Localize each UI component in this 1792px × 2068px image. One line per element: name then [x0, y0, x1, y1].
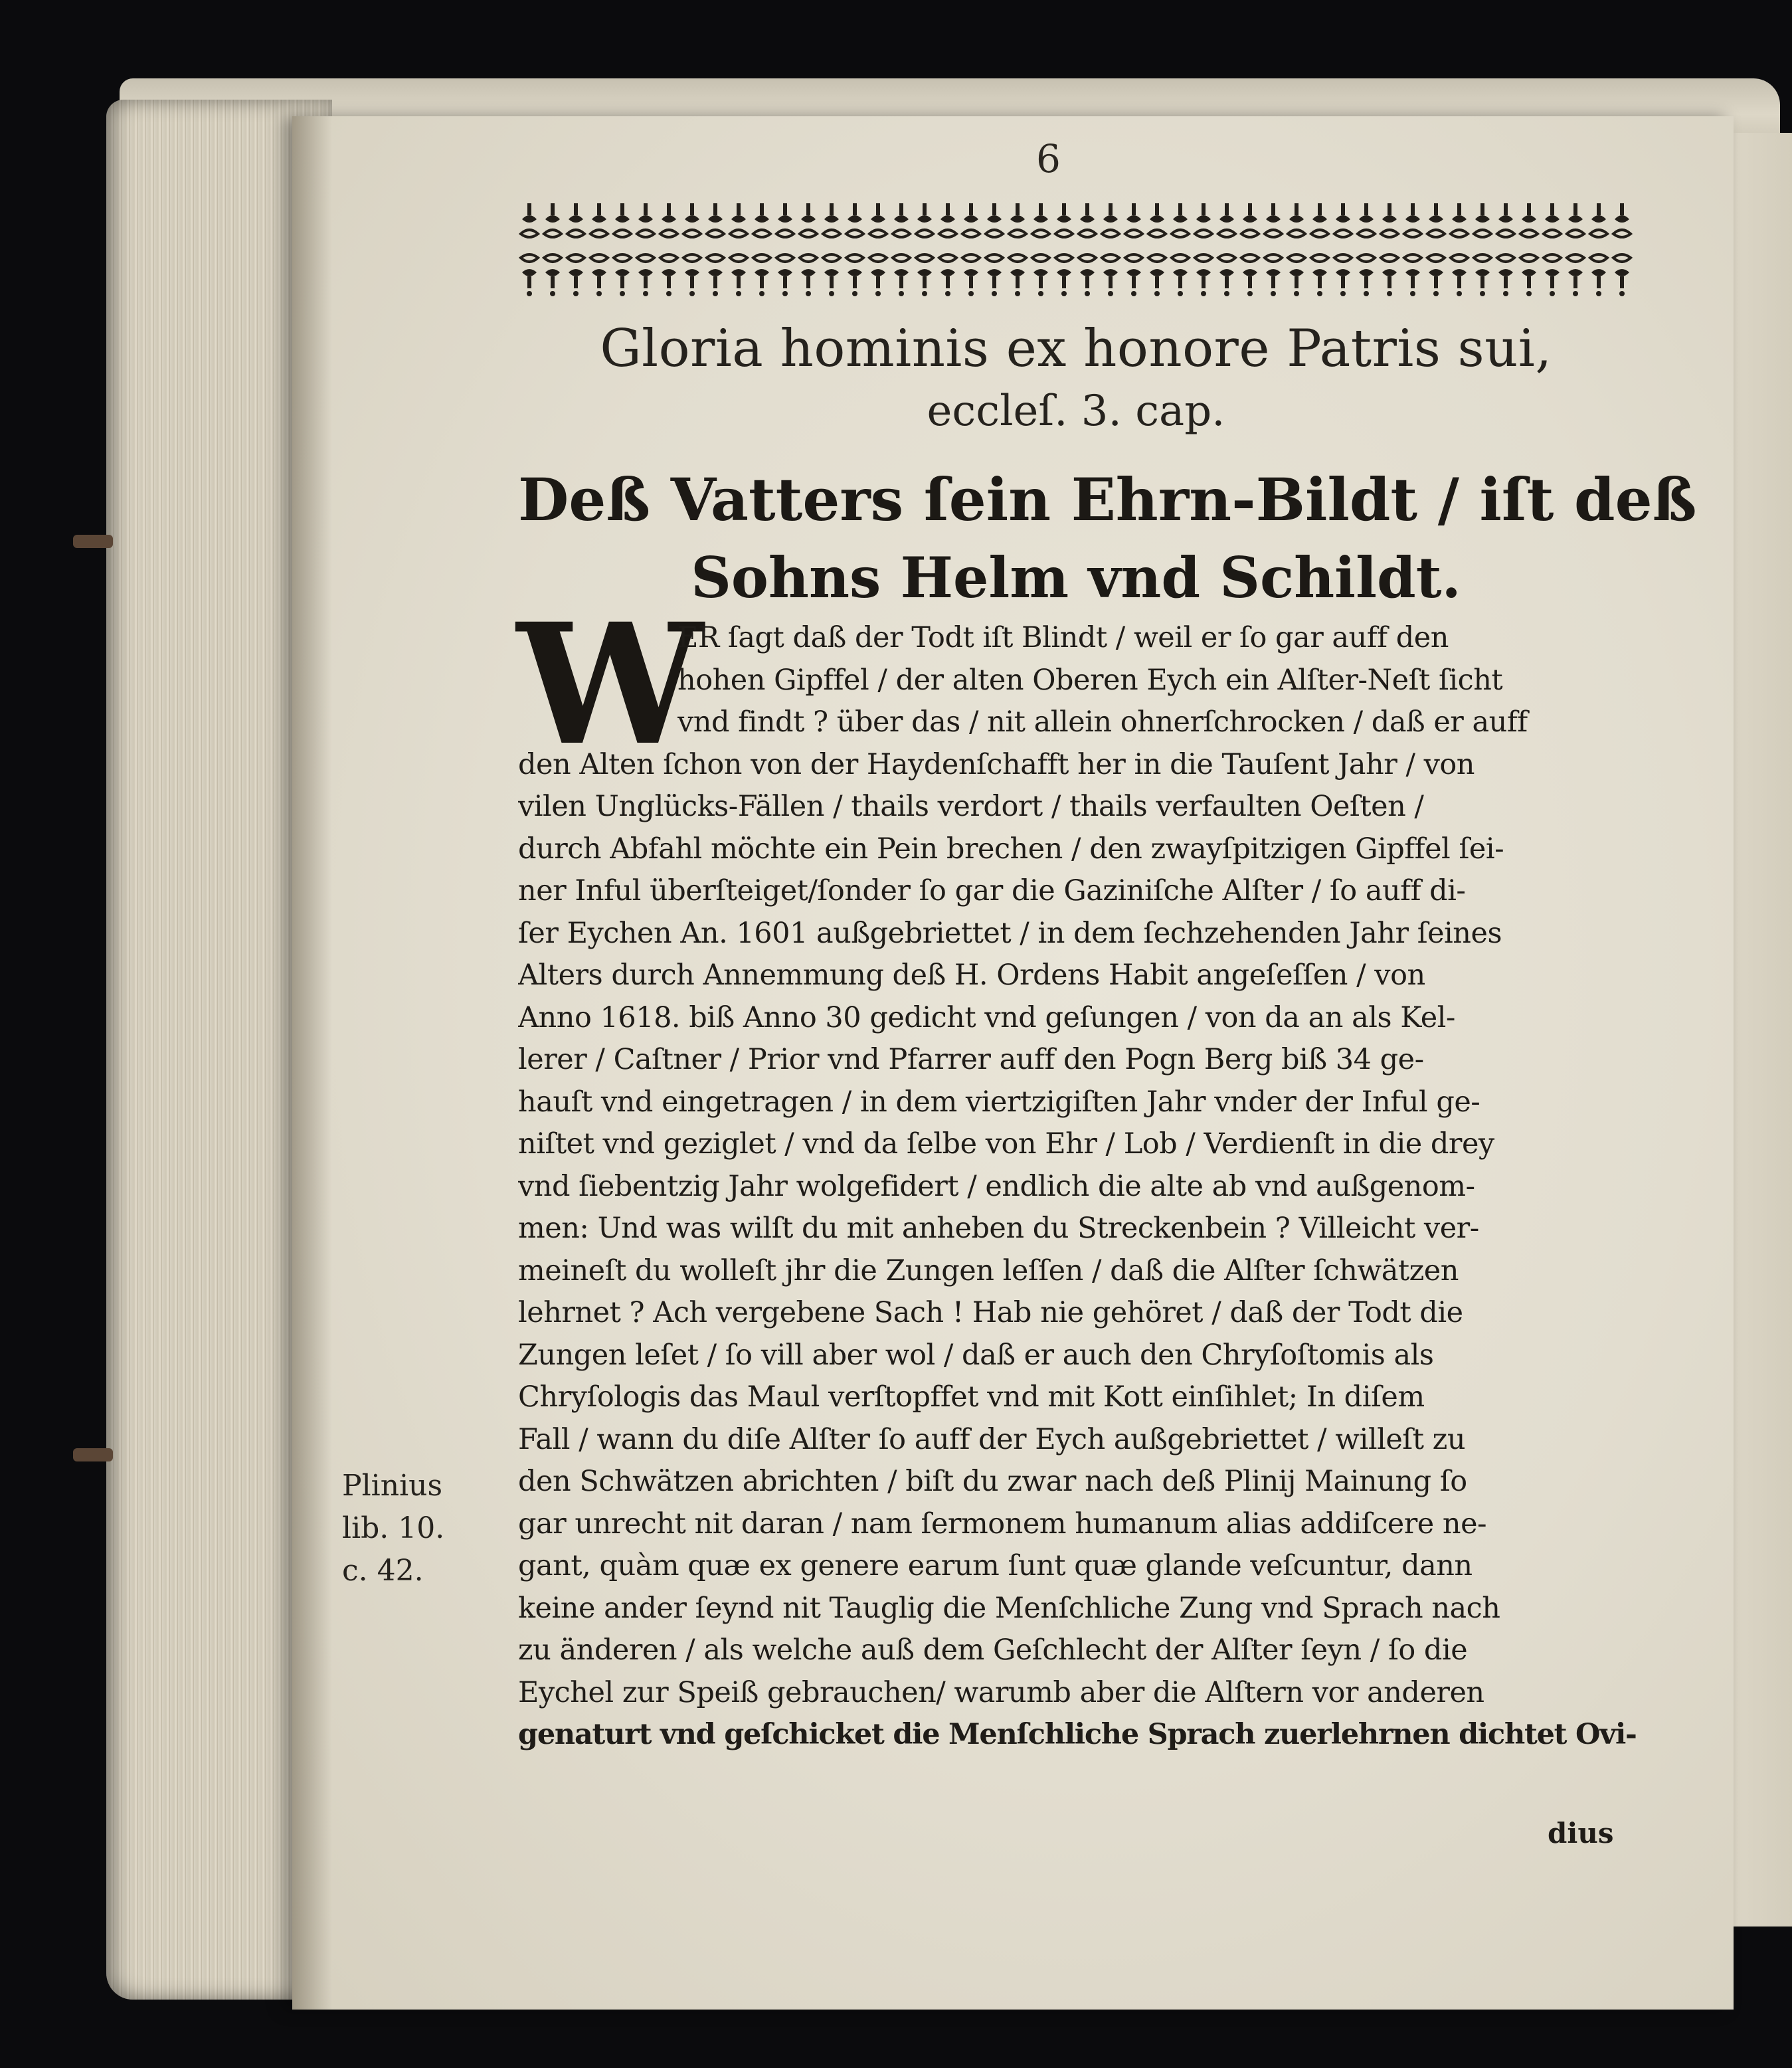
body-line: hauſt vnd eingetragen / in dem viertzigiſten Jahr vnder der Inful ge-	[518, 1085, 1480, 1119]
margin-note-line: c. 42.	[342, 1554, 424, 1588]
body-line: hohen Gipffel / der alten Oberen Eych ein Alſter-Neſt ſicht	[677, 663, 1503, 697]
clasp-upper	[73, 535, 113, 548]
ornament-border	[518, 199, 1634, 306]
drop-cap-initial: W	[517, 587, 703, 782]
body-line: Eychel zur Speiß gebrauchen/ warumb aber die Alſtern vor anderen	[518, 1675, 1484, 1709]
body-line: niſtet vnd geziglet / vnd da ſelbe von Ehr / Lob / Verdienſt in die drey	[518, 1127, 1494, 1161]
body-line: Anno 1618. biß Anno 30 gedicht vnd geſungen / von da an als Kel-	[518, 1000, 1455, 1034]
body-line: keine ander ſeynd nit Tauglig die Menſchliche Zung vnd Sprach nach	[518, 1591, 1500, 1625]
body-line: ſer Eychen An. 1601 außgebriettet / in dem ſechzehenden Jahr ſeines	[518, 916, 1502, 950]
body-line: Alters durch Annemmung deß H. Ordens Habit angeſeſſen / von	[518, 959, 1425, 992]
body-line: Fall / wann du diſe Alſter ſo auff der Eych außgebriettet / willeſt zu	[518, 1422, 1466, 1456]
body-line: ER ſagt daß der Todt iſt Blindt / weil er ſo gar auff den	[677, 621, 1449, 654]
ornament-row	[521, 203, 1631, 296]
body-line: meineſt du wolleſt jhr die Zungen leſſen / daß die Alſter ſchwätzen	[518, 1254, 1459, 1287]
body-line: lehrnet ? Ach vergebene Sach ! Hab nie gehöret / daß der Todt die	[518, 1296, 1463, 1329]
body-line: men: Und was wilſt du mit anheben du Streckenbein ? Villeicht ver-	[518, 1212, 1479, 1245]
body-line: genaturt vnd geſchicket die Menſchliche Sprach zuerlehrnen dichtet Ovi-	[518, 1718, 1637, 1751]
body-line: gar unrecht nit daran / nam ſermonem humanum alias addiſcere ne-	[518, 1507, 1487, 1541]
body-line: ner Inful überſteiget/ſonder ſo gar die Gaziniſche Alſter / ſo auff di-	[518, 874, 1466, 907]
body-line: Chryſologis das Maul verſtopffet vnd mit Kott einſihlet; In diſem	[518, 1380, 1425, 1414]
body-line: vnd findt ? über das / nit allein ohnerſchrocken / daß er auff	[677, 705, 1528, 739]
margin-note	[342, 1465, 501, 1592]
page-number: 6	[1036, 136, 1061, 181]
gutter-shadow	[292, 116, 332, 2010]
section-heading-line-2: Sohns Helm vnd Schildt.	[691, 545, 1461, 611]
margin-note-line: Plinius	[342, 1469, 443, 1503]
margin-note-line: lib. 10.	[342, 1511, 445, 1545]
body-line: lerer / Caſtner / Prior vnd Pfarrer auff den Pogn Berg biß 34 ge-	[518, 1043, 1424, 1076]
body-line: durch Abfahl möchte ein Pein brechen / den zwayſpitzigen Gipffel ſei-	[518, 832, 1504, 866]
motto-source: eccleſ. 3. cap.	[927, 387, 1225, 436]
body-line: vnd ſiebentzig Jahr wolgefidert / endlich die alte ab vnd außgenom-	[518, 1169, 1475, 1203]
motto-latin: Gloria hominis ex honore Patris sui,	[600, 319, 1552, 379]
section-heading-line-1: Deß Vatters ſein Ehrn-Bildt / iſt deß	[518, 465, 1697, 534]
body-line: den Schwätzen abrichten / biſt du zwar nach deß Plinij Mainung ſo	[518, 1465, 1467, 1498]
body-line: Zungen leſet / ſo vill aber wol / daß er auch den Chryſoſtomis als	[518, 1338, 1434, 1372]
body-line: vilen Unglücks-Fällen / thails verdort / thails verfaulten Oeſten /	[518, 790, 1424, 823]
clasp-lower	[73, 1448, 113, 1461]
body-line: zu änderen / als welche auß dem Geſchlecht der Alſter ſeyn / ſo die	[518, 1634, 1468, 1667]
body-line: den Alten ſchon von der Haydenſchafft her in die Tauſent Jahr / von	[518, 747, 1475, 781]
body-line: gant, quàm quæ ex genere earum ſunt quæ glande veſcuntur, dann	[518, 1549, 1473, 1582]
catchword: dius	[1548, 1817, 1614, 1849]
